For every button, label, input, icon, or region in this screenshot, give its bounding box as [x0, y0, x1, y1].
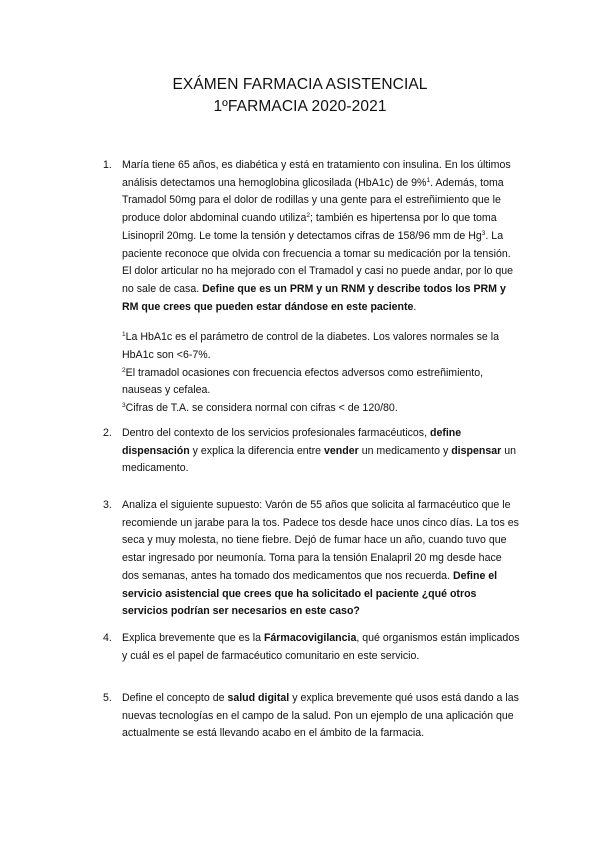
- question-text: . Además, toma Tramadol 50mg para el dolor de rodillas y una gente para el estreñimiento que le produce dolor abdominal cuando utiliza: [122, 176, 504, 225]
- question-body: [122, 157, 521, 418]
- question-number: 4.: [103, 632, 112, 644]
- question-text: y explica brevemente qué usos está dando a las nuevas tecnologías en el campo de la salud. Pon un ejemplo de una aplicación que actualmente se está llevando acabo en el ámbito de la farmacia.: [122, 692, 519, 740]
- question-text: ; también es hipertensa por lo que toma Lisinopril 20mg. Le tome la tensión y detectamos cifras de 158/96 mm de Hg: [122, 212, 497, 242]
- question-text: Define el concepto de: [122, 692, 225, 704]
- question-text: . La paciente reconoce que olvida con frecuencia a tomar su medicación por la tensión. El dolor articular no ha mejorado con el Tramadol y casi no puede andar, por lo que no sale de casa.: [122, 229, 514, 295]
- question-body: [122, 497, 521, 621]
- question-number: 1.: [103, 159, 112, 171]
- question-text: María tiene 65 años, es diabética y está en tratamiento con insulina. En los últimos análisis detectamos una hemoglobina glicosilada (HbA1c) de 9%: [122, 159, 511, 189]
- question-text: Dentro del contexto de los servicios profesionales farmacéuticos,: [122, 427, 428, 439]
- question-text: y explica la diferencia entre: [192, 444, 322, 457]
- footnote: $^3$Cifras de T.A. se considera normal con cifras < de 120/80.: [122, 402, 398, 415]
- question-number: 2.: [103, 427, 112, 439]
- question-body: [122, 630, 521, 665]
- question-keyword: vender: [323, 444, 359, 457]
- question-task: Define el servicio asistencial que crees que ha solicitado el paciente ¿qué otros servicios podrían ser necesarios en este caso?: [122, 569, 498, 618]
- footnotes: [122, 329, 521, 418]
- question-number: 3.: [103, 499, 112, 511]
- question-text: un medicamento y: [361, 444, 449, 457]
- question-task: Define que es un PRM y un RNM y describe todos los PRM y RM que crees que pueden estar dándose en este paciente: [122, 282, 506, 313]
- question-body: [122, 425, 521, 478]
- question-text: , qué organismos están implicados y cuál es el papel de farmacéutico comunitario en este servicio.: [122, 632, 520, 662]
- footnote-ref: 2: [306, 212, 310, 220]
- question-keyword: dispensar: [451, 444, 502, 457]
- question-task: define dispensación: [122, 427, 462, 457]
- question-3: [103, 497, 521, 621]
- question-keyword: Fármacovigilancia: [263, 632, 357, 644]
- footnote-ref: 3: [481, 229, 486, 237]
- question-body: [122, 690, 521, 743]
- question-text: un medicamento.: [122, 444, 516, 475]
- question-keyword: salud digital: [227, 692, 290, 704]
- question-text: .: [413, 300, 417, 313]
- question-2: [103, 425, 521, 478]
- question-text: Explica brevemente que es la: [122, 632, 261, 644]
- footnote: $^1$La HbA1c es el parámetro de control de la diabetes. Los valores normales se la HbA1c son <6-7%.: [122, 331, 499, 362]
- question-4: [103, 630, 521, 665]
- question-number: 5.: [103, 692, 112, 704]
- footnote-ref: 1: [426, 176, 431, 184]
- exam-title: EXÁMEN FARMACIA ASISTENCIAL: [172, 76, 428, 93]
- question-1: [103, 157, 521, 418]
- question-text: Analiza el siguiente supuesto: Varón de 55 años que solicita al farmacéutico que le recomiende un jarabe para la tos. Padece tos desde hace unos cinco días. La tos es seca y muy molesta, no tiene fiebre. Dejó de fumar hace un año, cuando tuvo que estar ingresado por neumonía. Toma para la tensión Enalapril 20 mg desde hace dos semanas, antes ha tomado dos medicamentos que nos recuerda.: [122, 499, 519, 582]
- question-5: [103, 690, 521, 743]
- exam-subtitle: 1ºFARMACIA 2020-2021: [213, 98, 387, 115]
- footnote: $^2$El tramadol ocasiones con frecuencia efectos adversos como estreñimiento, nauseas y cefalea.: [122, 366, 484, 397]
